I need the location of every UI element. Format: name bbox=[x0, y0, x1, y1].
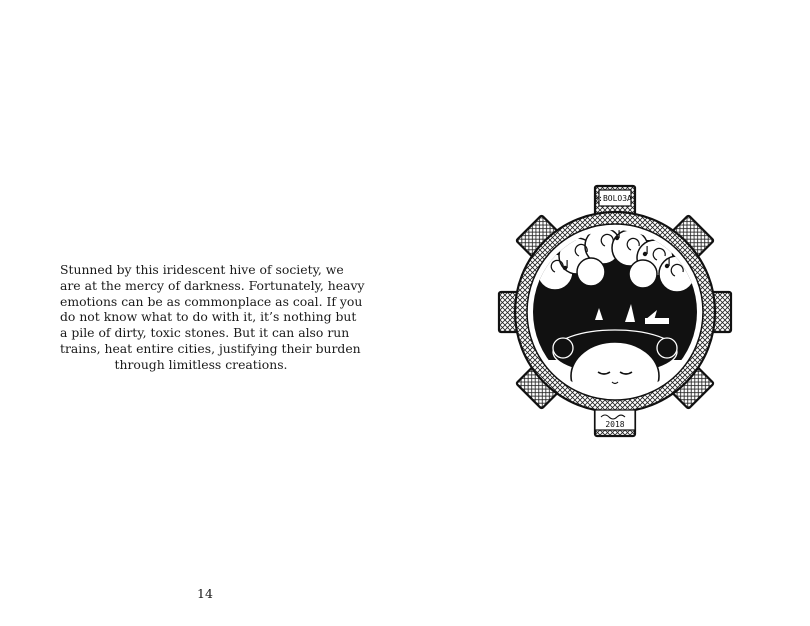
paragraph-line: do not know what to do with it, it’s nothing but bbox=[60, 309, 357, 325]
right-page bbox=[405, 0, 810, 626]
paragraph-line: are at the mercy of darkness. Fortunately, heavy bbox=[60, 277, 365, 293]
paragraph-line: through limitless creations. bbox=[114, 356, 288, 372]
page-number: 14 bbox=[197, 586, 213, 601]
paragraph-line: Stunned by this iridescent hive of society, we bbox=[60, 262, 344, 277]
paragraph-line: trains, heat entire cities, justifying their burden bbox=[60, 340, 361, 356]
paragraph-line: a pile of dirty, toxic stones. But it can also run bbox=[60, 325, 350, 341]
bottom-badge-text: 2018 bbox=[605, 420, 625, 429]
body-paragraph bbox=[60, 262, 365, 373]
gear-illustration bbox=[495, 180, 735, 440]
paragraph-line: emotions can be as commonplace as coal. If you bbox=[60, 293, 363, 309]
top-badge-text: S:BOLO3A: bbox=[593, 194, 637, 203]
